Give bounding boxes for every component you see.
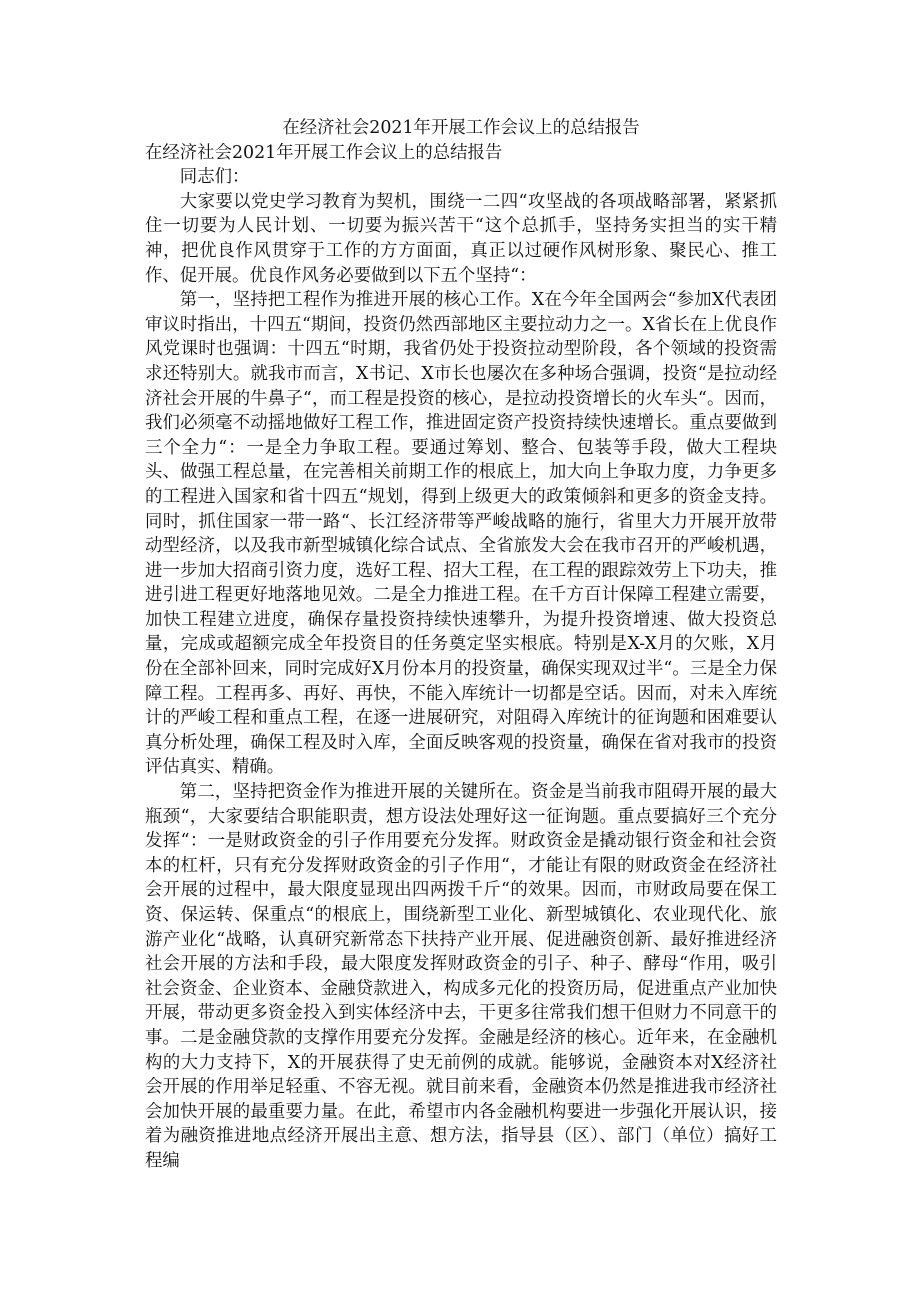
document-page (145, 116, 777, 1174)
body-paragraph-second: 第二，坚持把资金作为推进开展的关键所在。资金是当前我市阻碍开展的最大瓶颈“，大家要结合职能职责，想方设法处理好这一征询题。重点要搞好三个充分发挥“：一是财政资金的引子作用要充分发挥。财政资金是撬动银行资金和社会资本的杠杆，只有充分发挥财政资金的引子作用“，才能让有限的财政资金在经济社会开展的过程中，最大限度显现出四两拨千斤“的效果。因而，市财政局要在保工资、保运转、保重点“的根底上，围绕新型工业化、新型城镇化、农业现代化、旅游产业化“战略，认真研究新常态下扶持产业开展、促进融资创新、最好推进经济社会开展的方法和手段，最大限度发挥财政资金的引子、种子、酵母“作用，吸引社会资金、企业资本、金融贷款进入，构成多元化的投资历局，促进重点产业加快开展，带动更多资金投入到实体经济中去，干更多往常我们想干但财力不同意干的事。二是金融贷款的支撑作用要充分发挥。金融是经济的核心。近年来，在金融机构的大力支持下，X的开展获得了史无前例的成就。能够说，金融资本对X经济社会开展的作用举足轻重、不容无视。就目前来看，金融资本仍然是推进我市经济社会加快开展的最重要力量。在此，希望市内各金融机构要进一步强化开展认识，接着为融资推进地点经济开展出主意、想方法，指导县（区）、部门（单位）搞好工程编 (145, 782, 777, 1171)
document-title: 在经济社会2021年开展工作会议上的总结报告 (282, 118, 640, 138)
document-subtitle: 在经济社会2021年开展工作会议上的总结报告 (145, 142, 503, 163)
body-paragraph-intro: 大家要以党史学习教育为契机，围绕一二四“攻坚战的各项战略部署，紧紧抓住一切要为人民计划、一切要为振兴苦干“这个总抓手，坚持务实担当的实干精神，把优良作风贯穿于工作的方方面面，真正以过硬作风树形象、聚民心、推工作、促开展。优良作风务必要做到以下五个坚持“： (145, 191, 777, 286)
salutation: 同志们： (179, 167, 250, 188)
body-paragraph-first: 第一，坚持把工程作为推进开展的核心工作。X在今年全国两会“参加X代表团审议时指出，十四五“期间，投资仍然西部地区主要拉动力之一。X省长在上优良作风党课时也强调：十四五“时期，我省仍处于投资拉动型阶段，各个领域的投资需求还特别大。就我市而言，X书记、X市长也屡次在多种场合强调，投资“是拉动经济社会开展的牛鼻子“，而工程是投资的核心，是拉动投资增长的火车头“。因而，我们必须毫不动摇地做好工程工作，推进固定资产投资持续快速增长。重点要做到三个全力“：一是全力争取工程。要通过筹划、整合、包装等手段，做大工程块头、做强工程总量，在完善相关前期工作的根底上，加大向上争取力度，力争更多的工程进入国家和省十四五“规划，得到上级更大的政策倾斜和更多的资金支持。同时，抓住国家一带一路“、长江经济带等严峻战略的施行，省里大力开展开放带动型经济，以及我市新型城镇化综合试点、全省旅发大会在我市召开的严峻机遇，进一步加大招商引资力度，选好工程、招大工程，在工程的跟踪效劳上下功夫，推进引进工程更好地落地见效。二是全力推进工程。在千方百计保障工程建立需要，加快工程建立进度，确保存量投资持续快速攀升，为提升投资增速、做大投资总量，完成或超额完成全年投资目的任务奠定坚实根底。特别是X-X月的欠账，X月份在全部补回来，同时完成好X月份本月的投资量，确保实现双过半“。三是全力保障工程。工程再多、再好、再快，不能入库统计一切都是空话。因而，对未入库统计的严峻工程和重点工程，在逐一进展研究，对阻碍入库统计的征询题和困难要认真分析处理，确保工程及时入库，全面反映客观的投资量，确保在省对我市的投资评估真实、精确。 (145, 290, 777, 778)
